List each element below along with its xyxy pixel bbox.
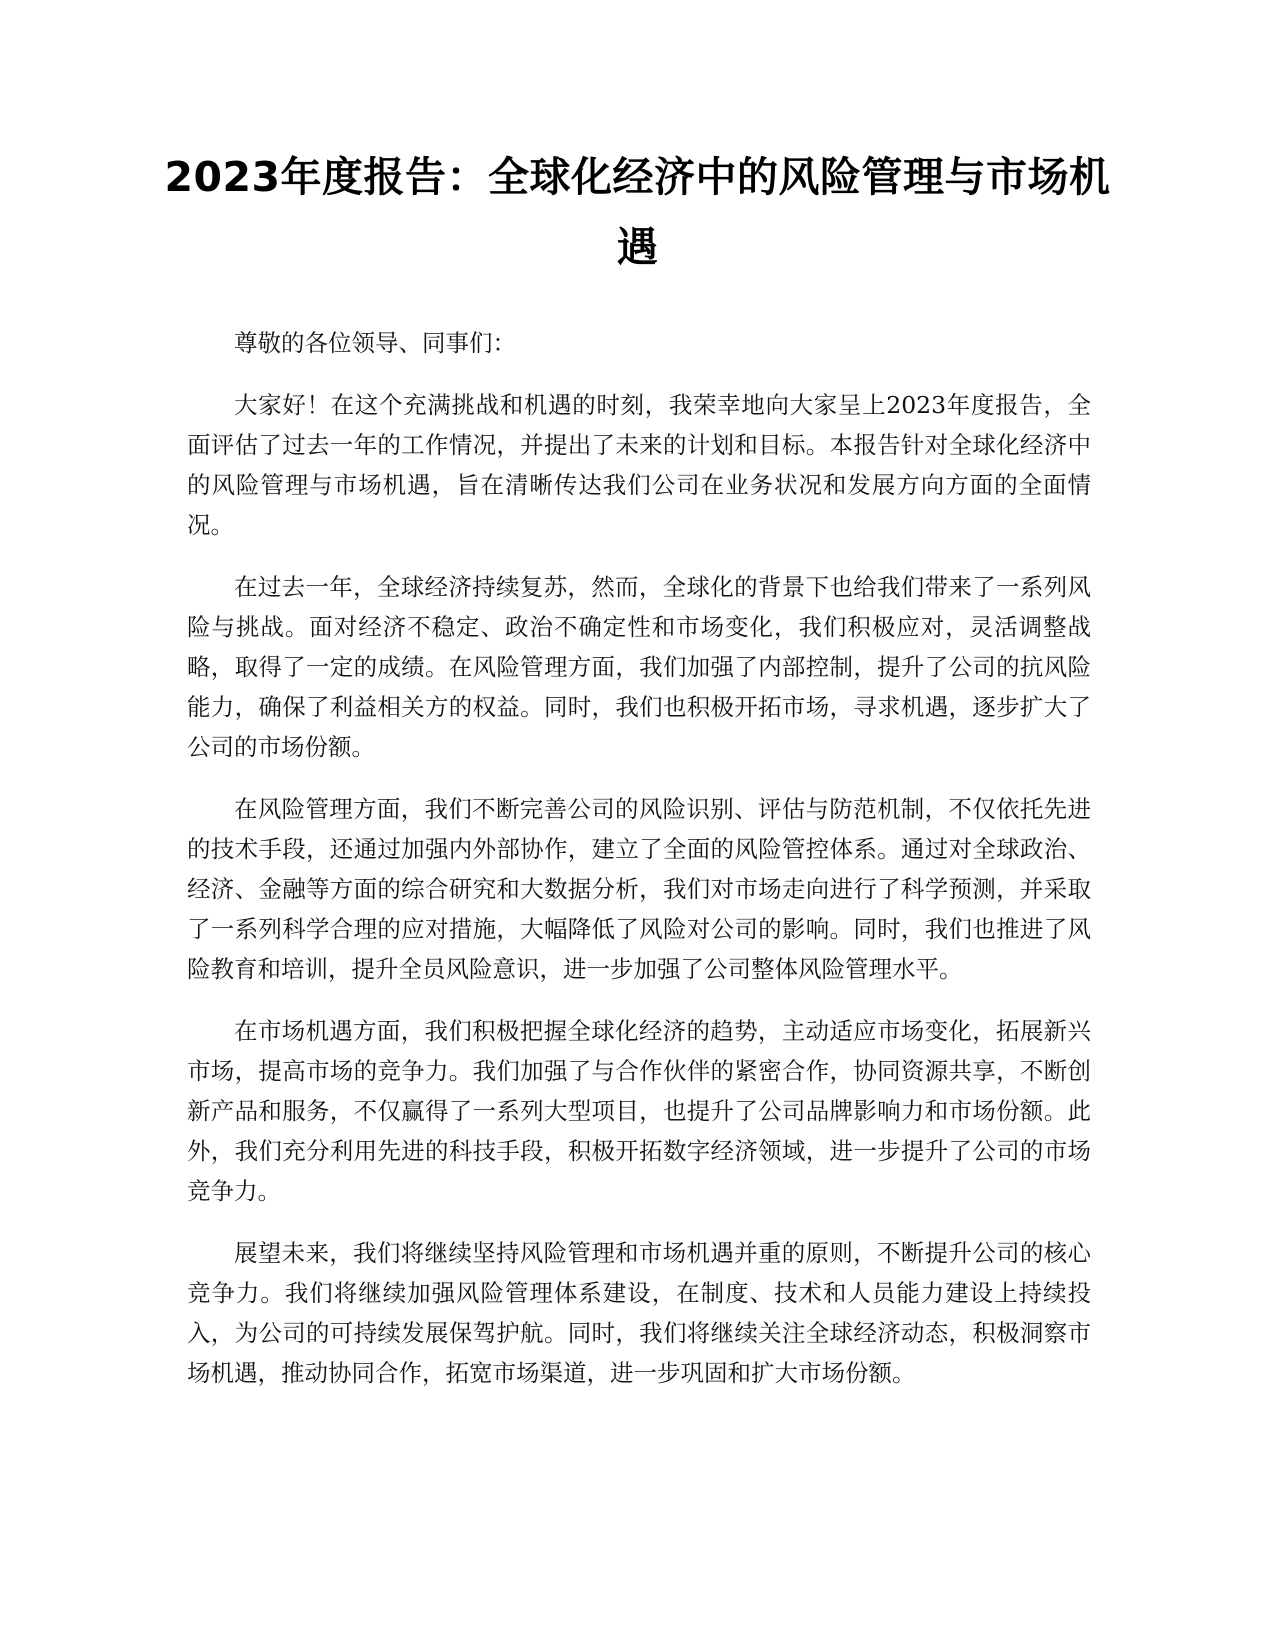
body-paragraph: 在市场机遇方面，我们积极把握全球化经济的趋势，主动适应市场变化，拓展新兴市场，提高市场的竞争力。我们加强了与合作伙伴的紧密合作，协同资源共享，不断创新产品和服务，不仅赢得了一系列大型项目，也提升了公司品牌影响力和市场份额。此外，我们充分利用先进的科技手段，积极开拓数字经济领域，进一步提升了公司的市场竞争力。 <box>187 1017 1091 1205</box>
body-paragraph: 大家好！在这个充满挑战和机遇的时刻，我荣幸地向大家呈上2023年度报告，全面评估了过去一年的工作情况，并提出了未来的计划和目标。本报告针对全球化经济中的风险管理与市场机遇，旨在清晰传达我们公司在业务状况和发展方向方面的全面情况。 <box>187 391 1091 539</box>
document-body <box>187 323 1091 1415</box>
salutation-paragraph: 尊敬的各位领导、同事们： <box>234 329 516 357</box>
body-paragraph: 在风险管理方面，我们不断完善公司的风险识别、评估与防范机制，不仅依托先进的技术手段，还通过加强内外部协作，建立了全面的风险管控体系。通过对全球政治、经济、金融等方面的综合研究和大数据分析，我们对市场走向进行了科学预测，并采取了一系列科学合理的应对措施，大幅降低了风险对公司的影响。同时，我们也推进了风险教育和培训，提升全员风险意识，进一步加强了公司整体风险管理水平。 <box>187 795 1091 983</box>
body-paragraph: 在过去一年，全球经济持续复苏，然而，全球化的背景下也给我们带来了一系列风险与挑战。面对经济不稳定、政治不确定性和市场变化，我们积极应对，灵活调整战略，取得了一定的成绩。在风险管理方面，我们加强了内部控制，提升了公司的抗风险能力，确保了利益相关方的权益。同时，我们也积极开拓市场，寻求机遇，逐步扩大了公司的市场份额。 <box>187 573 1091 761</box>
document-title: 2023年度报告：全球化经济中的风险管理与市场机遇 <box>164 153 1111 271</box>
body-paragraph: 展望未来，我们将继续坚持风险管理和市场机遇并重的原则，不断提升公司的核心竞争力。我们将继续加强风险管理体系建设，在制度、技术和人员能力建设上持续投入，为公司的可持续发展保驾护航。同时，我们将继续关注全球经济动态，积极洞察市场机遇，推动协同合作，拓宽市场渠道，进一步巩固和扩大市场份额。 <box>187 1239 1091 1387</box>
